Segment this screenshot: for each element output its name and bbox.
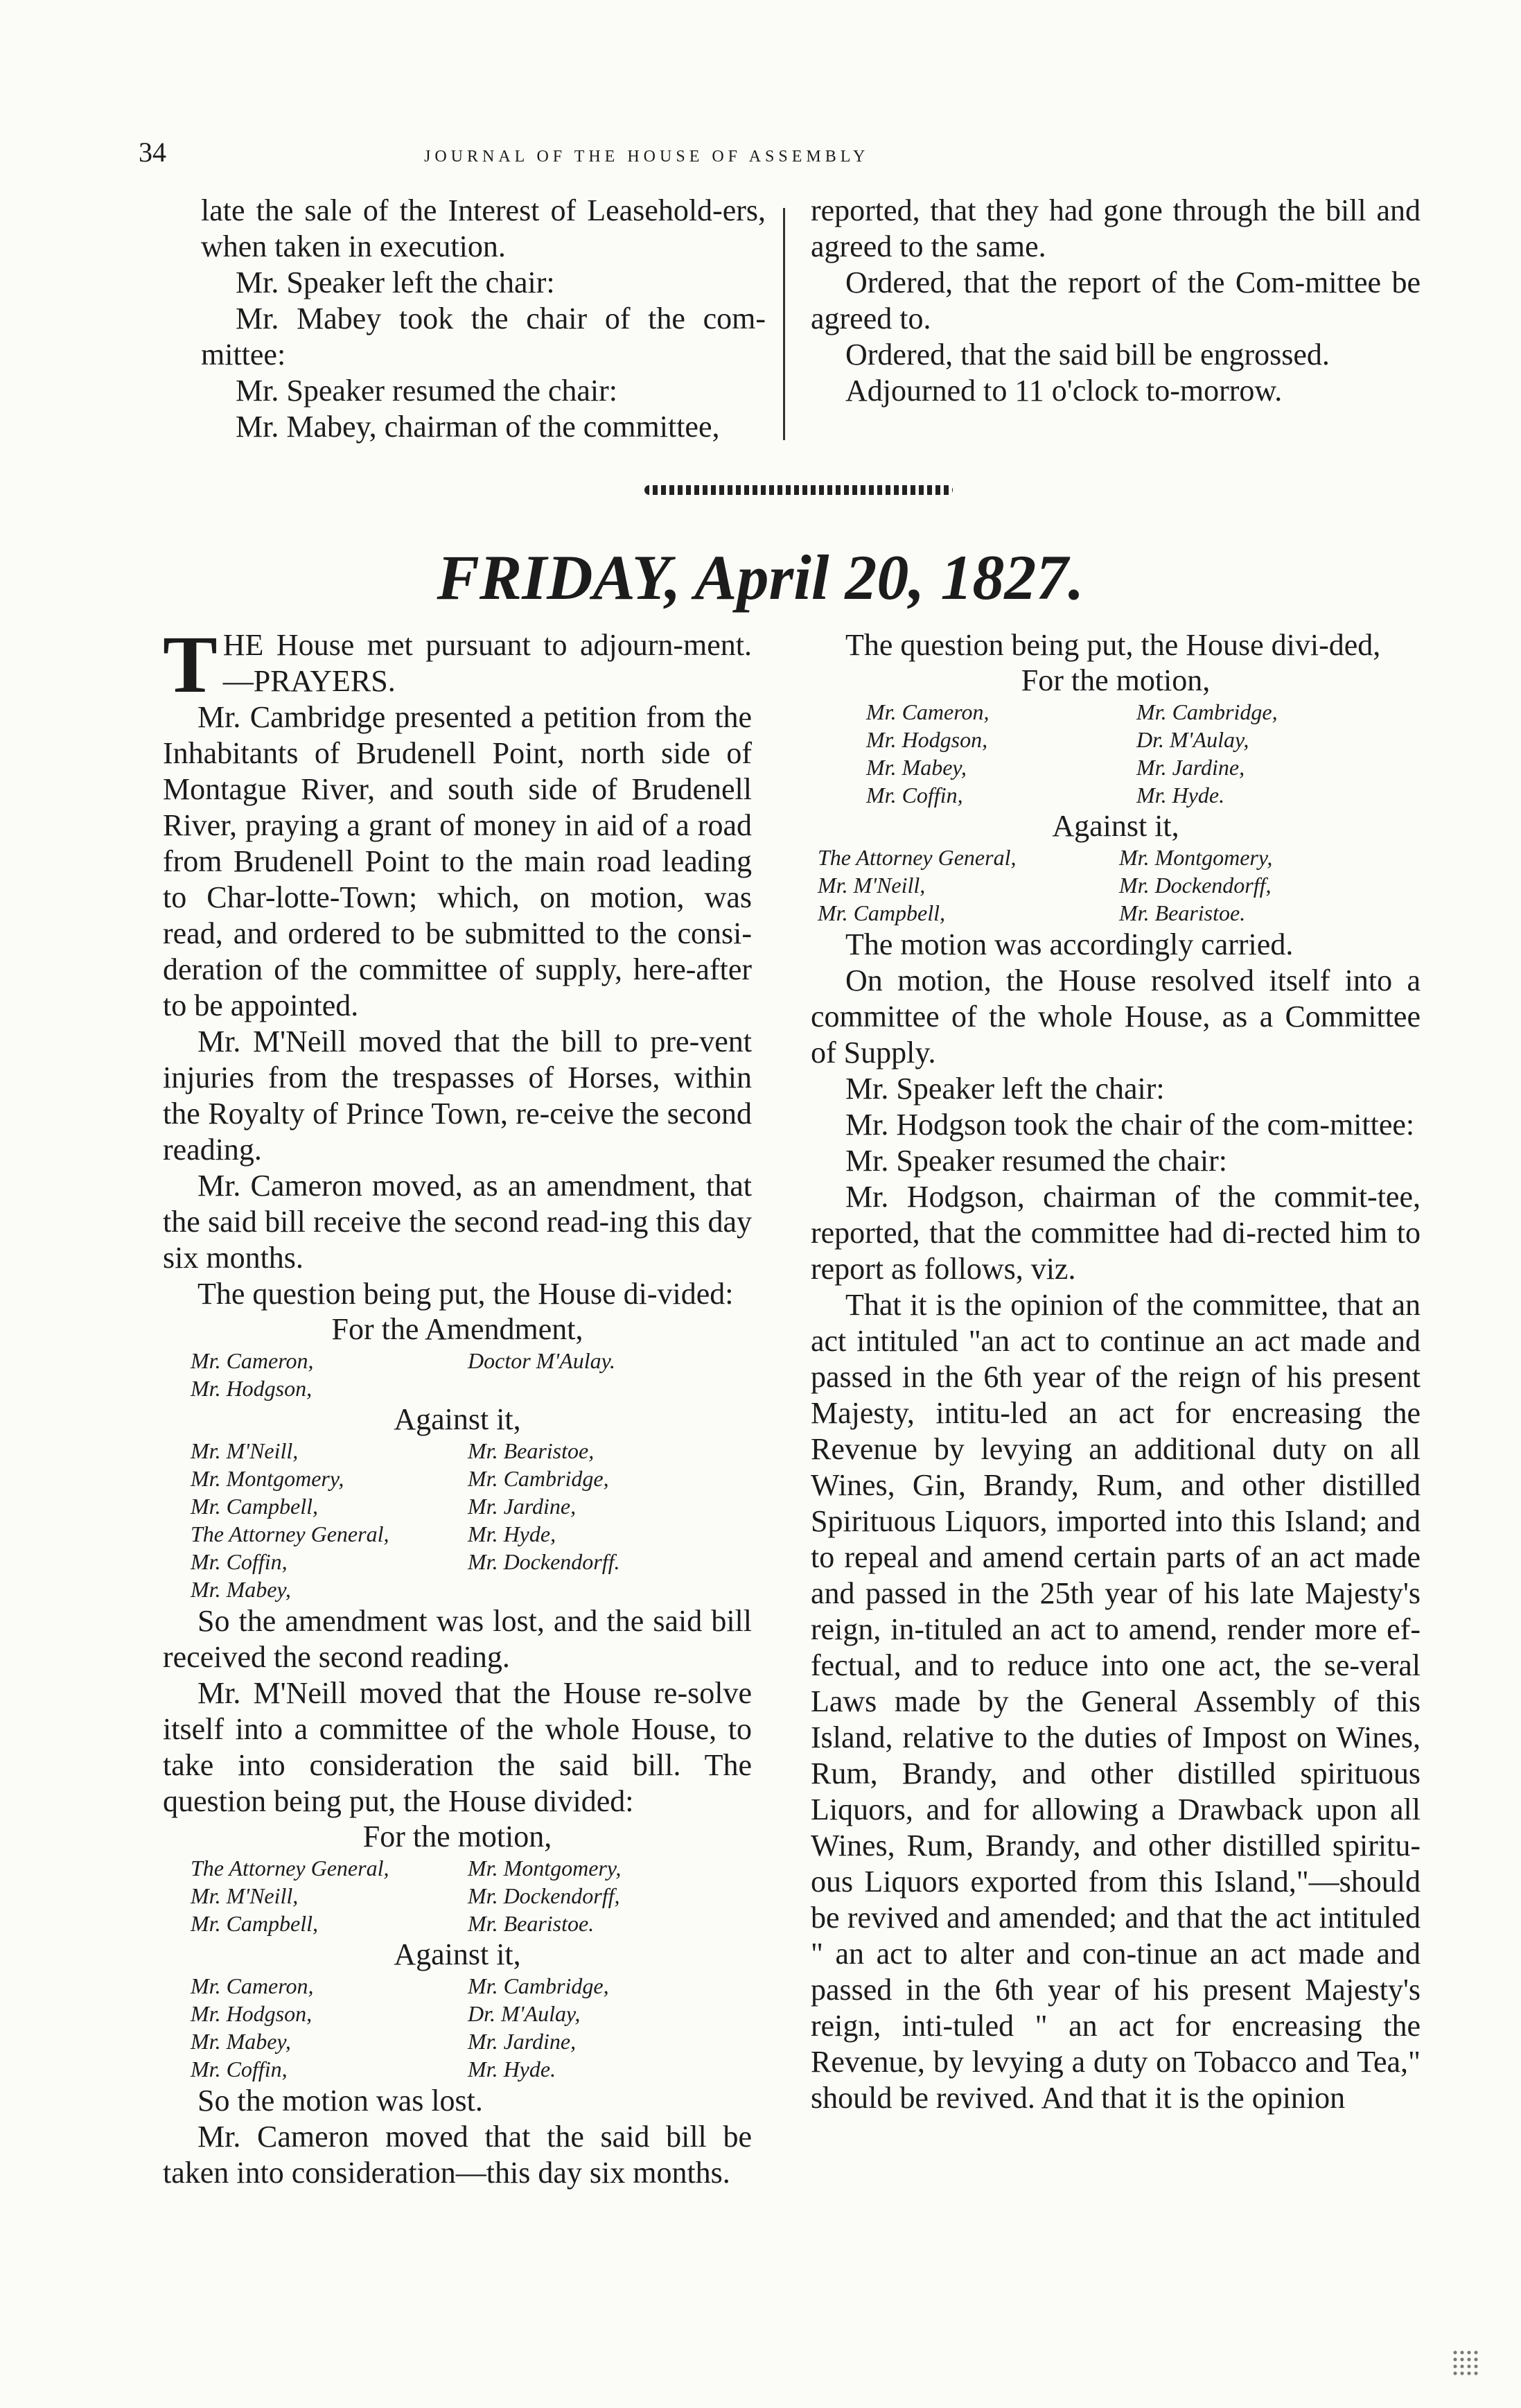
top-right-column bbox=[811, 193, 1421, 409]
paragraph: Mr. Hodgson took the chair of the com-mittee: bbox=[845, 1108, 1415, 1142]
member-name: Mr. Montgomery, bbox=[191, 1466, 344, 1491]
ornamental-rule bbox=[644, 485, 953, 495]
division-heading: For the motion, bbox=[362, 1820, 552, 1853]
right-column bbox=[811, 627, 1421, 2116]
member-name: Mr. Cameron, bbox=[866, 699, 990, 724]
paragraph-text: HE House met pursuant to adjourn-ment.—PRAYERS. bbox=[222, 628, 752, 698]
member-name: Mr. Mabey, bbox=[191, 1577, 291, 1602]
paragraph: Mr. Hodgson, chairman of the commit-tee, reported, that the committee had di-rected him to report as follows, viz. bbox=[811, 1180, 1421, 1286]
division-list bbox=[191, 1437, 745, 1603]
member-name: The Attorney General, bbox=[191, 1521, 389, 1546]
member-name: The Attorney General, bbox=[818, 845, 1017, 870]
member-name: Mr. Coffin, bbox=[191, 2057, 288, 2082]
member-name: Mr. M'Neill, bbox=[191, 1883, 299, 1908]
member-name: Mr. Dockendorff, bbox=[468, 1883, 620, 1908]
division-heading: For the Amendment, bbox=[331, 1312, 583, 1346]
member-name: Mr. Jardine, bbox=[1136, 755, 1245, 780]
column-divider bbox=[783, 208, 785, 440]
member-name: Dr. M'Aulay, bbox=[1136, 727, 1249, 752]
member-name: Mr. Montgomery, bbox=[468, 1856, 622, 1881]
paragraph: Mr. Mabey, chairman of the committee, bbox=[236, 410, 720, 444]
paragraph: Mr. Cambridge presented a petition from the Inhabitants of Brudenell Point, north side of Montague River, and south side of Brudenell River, praying a grant of money in aid of a road from Brudenell Point to the main road leading to Char-lotte-Town; which, on motion, was read, and ordered to be submitted to the consi-deration of the committee of supply, here-after to be appointed. bbox=[163, 700, 752, 1022]
running-title: JOURNAL OF THE HOUSE OF ASSEMBLY bbox=[424, 148, 870, 166]
member-name: Mr. Mabey, bbox=[866, 755, 967, 780]
division-list bbox=[866, 698, 1407, 809]
member-name: Dr. M'Aulay, bbox=[468, 2001, 581, 2026]
member-name: Mr. Hodgson, bbox=[191, 1376, 313, 1401]
paragraph: Mr. Mabey took the chair of the com-mittee: bbox=[201, 302, 766, 372]
member-name bbox=[468, 1576, 745, 1603]
member-name: Mr. Cameron, bbox=[191, 1348, 314, 1373]
division-heading: Against it, bbox=[1052, 809, 1179, 843]
paragraph: Mr. Cameron moved that the said bill be taken into consideration—this day six months. bbox=[163, 2120, 752, 2190]
paragraph: Mr. Speaker resumed the chair: bbox=[236, 374, 618, 408]
member-name: Mr. Cambridge, bbox=[1136, 699, 1278, 724]
paragraph: Mr. Speaker resumed the chair: bbox=[845, 1144, 1228, 1178]
member-name: Mr. Hodgson, bbox=[866, 727, 988, 752]
member-name: Mr. Hyde, bbox=[468, 1521, 556, 1546]
member-name: Mr. Montgomery, bbox=[1119, 845, 1273, 870]
running-header bbox=[139, 136, 1192, 168]
member-name: Mr. Coffin, bbox=[866, 783, 963, 808]
paragraph: On motion, the House resolved itself into a committee of the whole House, as a Committee of Supply. bbox=[811, 963, 1421, 1070]
member-name: Mr. M'Neill, bbox=[191, 1438, 299, 1463]
member-name: Doctor M'Aulay. bbox=[468, 1348, 616, 1373]
paragraph: That it is the opinion of the committee, that an act intituled "an act to continue an act made and passed in the 6th year of the reign of his present Majesty, intitu-led an act for encreasing the Revenue by levying an additional duty on all Wines, Gin, Brandy, Rum, and other distilled Spirituous Liquors, imported into this Island; and to repeal and amend certain parts of an act made and passed in the 25th year of his late Majesty's reign, in-tituled an act to amend, render more ef-fectual, and to reduce into one act, the se-veral Laws made by the General Assembly of this Island, relative to the duties of Impost on Wines, Rum, Brandy, and other distilled spirituous Liquors, and for allowing a Drawback upon all Wines, Rum, Brandy, and other distilled spiritu-ous Liquors exported from this Island,"—should be revived and amended; and that the act intituled " an act to alter and con-tinue an act made and passed in the 6th year of his present Majesty's reign, inti-tuled " an act for encreasing the Revenue, by levying a duty on Tobacco and Tea," should be revived. And that it is the opinion bbox=[811, 1288, 1421, 2115]
member-name: Mr. Campbell, bbox=[818, 900, 945, 925]
paragraph: Adjourned to 11 o'clock to-morrow. bbox=[845, 374, 1283, 408]
division-heading: Against it, bbox=[394, 1402, 521, 1436]
member-name: Mr. Cameron, bbox=[191, 1973, 314, 1998]
date-heading: FRIDAY, April 20, 1827. bbox=[437, 542, 1084, 613]
member-name: Mr. Jardine, bbox=[468, 1494, 577, 1519]
member-name: Mr. Bearistoe, bbox=[468, 1438, 595, 1463]
member-name: Mr. Campbell, bbox=[191, 1911, 318, 1936]
left-column bbox=[163, 619, 752, 2191]
paragraph: reported, that they had gone through the bill and agreed to the same. bbox=[811, 193, 1421, 263]
member-name: Mr. Coffin, bbox=[191, 1549, 288, 1574]
member-name: The Attorney General, bbox=[191, 1856, 389, 1881]
paragraph: So the amendment was lost, and the said bill received the second reading. bbox=[163, 1604, 752, 1674]
paragraph: Mr. M'Neill moved that the House re-solve itself into a committee of the whole House, to take into consideration the said bill. The question being put, the House divided: bbox=[163, 1676, 752, 1818]
paragraph: Mr. Speaker left the chair: bbox=[845, 1072, 1165, 1106]
paragraph: Mr. Cameron moved, as an amendment, that the said bill receive the second read-ing this day six months. bbox=[163, 1169, 752, 1275]
member-name: Mr. Cambridge, bbox=[468, 1973, 609, 1998]
division-heading: Against it, bbox=[394, 1937, 521, 1971]
page-number: 34 bbox=[139, 137, 166, 168]
division-list bbox=[191, 1972, 745, 2083]
member-name: Mr. Dockendorff. bbox=[468, 1549, 620, 1574]
member-name: Mr. Cambridge, bbox=[468, 1466, 609, 1491]
paragraph: Mr. M'Neill moved that the bill to pre-vent injuries from the trespasses of Horses, within the Royalty of Prince Town, re-ceive the second reading. bbox=[163, 1024, 752, 1167]
paragraph: The motion was accordingly carried. bbox=[845, 927, 1294, 961]
division-list bbox=[818, 844, 1421, 927]
paragraph: Ordered, that the said bill be engrossed. bbox=[845, 338, 1330, 372]
member-name: Mr. Campbell, bbox=[191, 1494, 318, 1519]
drop-cap: T bbox=[163, 619, 218, 710]
division-list bbox=[191, 1347, 745, 1402]
member-name: Mr. Jardine, bbox=[468, 2029, 577, 2054]
member-name: Mr. Dockendorff, bbox=[1119, 873, 1272, 898]
member-name: Mr. M'Neill, bbox=[818, 873, 926, 898]
print-speckle bbox=[1452, 2349, 1479, 2377]
member-name: Mr. Hodgson, bbox=[191, 2001, 313, 2026]
top-left-column bbox=[201, 193, 766, 445]
division-list bbox=[191, 1854, 745, 1937]
paragraph: The question being put, the House divi-ded, bbox=[845, 628, 1381, 662]
member-name: Mr. Mabey, bbox=[191, 2029, 291, 2054]
paragraph: Mr. Speaker left the chair: bbox=[236, 265, 555, 299]
paragraph: So the motion was lost. bbox=[197, 2084, 483, 2118]
member-name bbox=[468, 1375, 745, 1402]
member-name: Mr. Hyde. bbox=[1136, 783, 1225, 808]
paragraph: late the sale of the Interest of Leasehold-ers, when taken in execution. bbox=[201, 193, 766, 263]
division-heading: For the motion, bbox=[1021, 663, 1211, 697]
paragraph: Ordered, that the report of the Com-mittee be agreed to. bbox=[811, 265, 1421, 335]
paragraph: The question being put, the House di-vided: bbox=[197, 1277, 734, 1311]
member-name: Mr. Bearistoe. bbox=[1119, 900, 1246, 925]
member-name: Mr. Hyde. bbox=[468, 2057, 556, 2082]
member-name: Mr. Bearistoe. bbox=[468, 1911, 595, 1936]
paragraph bbox=[163, 619, 752, 710]
